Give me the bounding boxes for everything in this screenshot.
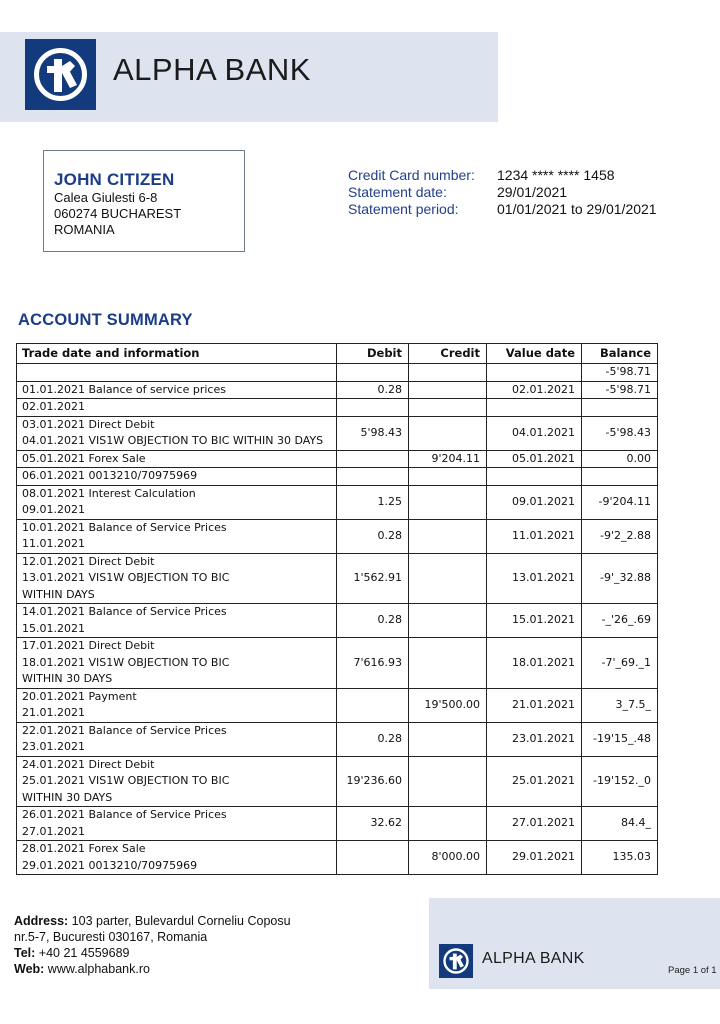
card-number-row — [348, 167, 657, 184]
table-row — [17, 364, 658, 382]
cell-value-date: 13.01.2021 — [487, 553, 582, 604]
cell-balance: -9'_32.88 — [582, 553, 658, 604]
card-number-value: 1234 **** **** 1458 — [497, 167, 615, 183]
table-header-row — [17, 344, 658, 364]
cell-credit: 9'204.11 — [409, 450, 487, 468]
cell-value-date: 18.01.2021 — [487, 638, 582, 689]
table-row — [17, 756, 658, 807]
cell-debit: 19'236.60 — [337, 756, 409, 807]
cell-info — [17, 468, 337, 486]
cell-info — [17, 604, 337, 638]
table-row — [17, 688, 658, 722]
table-row — [17, 450, 658, 468]
cell-value-date: 23.01.2021 — [487, 722, 582, 756]
cell-debit — [337, 399, 409, 417]
cell-debit — [337, 364, 409, 382]
web-label: Web: — [14, 962, 45, 976]
cell-value-date: 11.01.2021 — [487, 519, 582, 553]
cell-info — [17, 807, 337, 841]
cell-value-date — [487, 399, 582, 417]
cell-debit: 32.62 — [337, 807, 409, 841]
info-line: WITHIN 30 DAYS — [22, 672, 113, 685]
cell-value-date: 21.01.2021 — [487, 688, 582, 722]
cell-credit — [409, 399, 487, 417]
info-line: 05.01.2021 Forex Sale — [22, 451, 146, 465]
table-row — [17, 807, 658, 841]
col-header-balance: Balance — [582, 344, 658, 364]
cell-credit — [409, 416, 487, 450]
header-band — [0, 32, 498, 122]
cell-value-date: 05.01.2021 — [487, 450, 582, 468]
cell-credit — [409, 485, 487, 519]
address-line: ROMANIA — [54, 222, 115, 237]
info-line: 06.01.2021 0013210/70975969 — [22, 469, 198, 482]
cell-info — [17, 638, 337, 689]
cell-balance: -9'204.11 — [582, 485, 658, 519]
cell-info — [17, 553, 337, 604]
cell-info — [17, 519, 337, 553]
cell-balance: -5'98.43 — [582, 416, 658, 450]
cell-credit: 8'000.00 — [409, 841, 487, 875]
info-line: 15.01.2021 — [22, 621, 85, 635]
col-header-value-date: Value date — [487, 344, 582, 364]
cell-balance: 3_7.5_ — [582, 688, 658, 722]
cell-debit — [337, 450, 409, 468]
cell-balance: -5'98.71 — [582, 364, 658, 382]
tel-value: +40 21 4559689 — [35, 946, 130, 960]
cell-credit — [409, 468, 487, 486]
statement-period-row — [348, 201, 657, 218]
meta-label: Credit Card number: — [348, 167, 475, 183]
info-line: 25.01.2021 VIS1W OBJECTION TO BIC — [22, 774, 230, 787]
col-header-info: Trade date and information — [17, 344, 337, 364]
cell-debit — [337, 841, 409, 875]
alpha-bank-logo-icon — [439, 944, 473, 978]
meta-label: Statement date: — [348, 184, 447, 200]
footer-band — [429, 898, 720, 989]
info-line: 02.01.2021 — [22, 400, 85, 413]
cell-value-date: 25.01.2021 — [487, 756, 582, 807]
info-line: 10.01.2021 Balance of Service Prices — [22, 520, 227, 534]
cell-debit: 0.28 — [337, 381, 409, 399]
cell-balance: -9'2_2.88 — [582, 519, 658, 553]
cell-balance: -5'98.71 — [582, 381, 658, 399]
address-line-2: nr.5-7, Bucuresti 030167, Romania — [14, 930, 208, 944]
page-number: Page 1 of 1 — [668, 965, 717, 976]
cell-credit: 19'500.00 — [409, 688, 487, 722]
alpha-bank-logo-icon — [25, 39, 96, 110]
address-text: 103 parter, Bulevardul Corneliu Coposu — [68, 914, 291, 928]
cell-value-date: 27.01.2021 — [487, 807, 582, 841]
cell-balance: -19'15_.48 — [582, 722, 658, 756]
cell-balance: -_'26_.69 — [582, 604, 658, 638]
statement-date-value: 29/01/2021 — [497, 184, 568, 200]
cell-debit: 1'562.91 — [337, 553, 409, 604]
col-header-debit: Debit — [337, 344, 409, 364]
table-row — [17, 604, 658, 638]
info-line: 21.01.2021 — [22, 706, 85, 719]
info-line: 08.01.2021 Interest Calculation — [22, 486, 196, 500]
table-row — [17, 841, 658, 875]
cell-debit: 0.28 — [337, 604, 409, 638]
address-label: Address: — [14, 914, 69, 928]
cell-info — [17, 841, 337, 875]
info-line: 29.01.2021 0013210/70975969 — [22, 858, 198, 872]
address-line: Calea Giulesti 6-8 — [54, 190, 158, 205]
info-line: 18.01.2021 VIS1W OBJECTION TO BIC — [22, 655, 230, 669]
table-row — [17, 722, 658, 756]
col-header-credit: Credit — [409, 344, 487, 364]
cell-debit: 0.28 — [337, 519, 409, 553]
table-row — [17, 519, 658, 553]
table-row — [17, 553, 658, 604]
info-line: 17.01.2021 Direct Debit — [22, 639, 155, 652]
table-row — [17, 381, 658, 399]
meta-label: Statement period: — [348, 201, 459, 217]
web-link[interactable]: www.alphabank.ro — [44, 962, 150, 976]
cell-value-date — [487, 468, 582, 486]
footer-address — [14, 913, 291, 977]
cell-balance: -7'_69._1 — [582, 638, 658, 689]
cell-debit: 7'616.93 — [337, 638, 409, 689]
cell-balance: 84.4_ — [582, 807, 658, 841]
table-row — [17, 485, 658, 519]
statement-period-value: 01/01/2021 to 29/01/2021 — [497, 201, 657, 217]
cell-value-date — [487, 364, 582, 382]
cell-credit — [409, 519, 487, 553]
cell-credit — [409, 756, 487, 807]
info-line — [22, 364, 330, 381]
cell-value-date: 04.01.2021 — [487, 416, 582, 450]
cell-credit — [409, 553, 487, 604]
cell-debit: 0.28 — [337, 722, 409, 756]
table-row — [17, 638, 658, 689]
cell-balance: 135.03 — [582, 841, 658, 875]
cell-credit — [409, 364, 487, 382]
cell-debit: 5'98.43 — [337, 416, 409, 450]
address-line: 060274 BUCHAREST — [54, 206, 182, 221]
info-line: 27.01.2021 — [22, 824, 85, 838]
info-line: 23.01.2021 — [22, 740, 85, 753]
cell-balance: -19'152._0 — [582, 756, 658, 807]
cell-credit — [409, 807, 487, 841]
cell-info — [17, 381, 337, 399]
cell-info — [17, 756, 337, 807]
cell-info — [17, 399, 337, 417]
cell-value-date: 29.01.2021 — [487, 841, 582, 875]
cell-balance: 0.00 — [582, 450, 658, 468]
cell-debit — [337, 688, 409, 722]
cell-value-date: 02.01.2021 — [487, 381, 582, 399]
info-line: 13.01.2021 VIS1W OBJECTION TO BIC — [22, 571, 230, 584]
cell-info — [17, 364, 337, 382]
cell-credit — [409, 604, 487, 638]
cell-info — [17, 450, 337, 468]
info-line: 12.01.2021 Direct Debit — [22, 554, 155, 568]
info-line: WITHIN 30 DAYS — [22, 790, 113, 804]
info-line: 28.01.2021 Forex Sale — [22, 842, 146, 855]
customer-name: JOHN CITIZEN — [54, 170, 175, 189]
statement-meta — [348, 167, 657, 218]
info-line: 04.01.2021 VIS1W OBJECTION TO BIC WITHIN 30 DAYS — [22, 434, 324, 447]
table-row — [17, 399, 658, 417]
cell-credit — [409, 381, 487, 399]
cell-info — [17, 416, 337, 450]
cell-info — [17, 485, 337, 519]
statement-date-row — [348, 184, 657, 201]
cell-info — [17, 688, 337, 722]
cell-info — [17, 722, 337, 756]
info-line: 22.01.2021 Balance of Service Prices — [22, 723, 227, 737]
cell-debit: 1.25 — [337, 485, 409, 519]
account-summary-table — [16, 343, 658, 875]
footer-brand-name: ALPHA BANK — [482, 950, 585, 967]
cell-credit — [409, 638, 487, 689]
cell-balance — [582, 399, 658, 417]
info-line: 09.01.2021 — [22, 503, 85, 516]
info-line: 14.01.2021 Balance of Service Prices — [22, 605, 227, 618]
info-line: 03.01.2021 Direct Debit — [22, 417, 155, 431]
cell-balance — [582, 468, 658, 486]
cell-debit — [337, 468, 409, 486]
info-line: 26.01.2021 Balance of Service Prices — [22, 808, 227, 821]
cell-value-date: 15.01.2021 — [487, 604, 582, 638]
info-line: WITHIN DAYS — [22, 587, 95, 601]
cell-credit — [409, 722, 487, 756]
brand-name: ALPHA BANK — [113, 52, 311, 87]
cell-value-date: 09.01.2021 — [487, 485, 582, 519]
info-line: 24.01.2021 Direct Debit — [22, 757, 155, 771]
tel-label: Tel: — [14, 946, 36, 960]
info-line: 01.01.2021 Balance of service prices — [22, 382, 226, 396]
info-line: 20.01.2021 Payment — [22, 689, 137, 703]
section-title: ACCOUNT SUMMARY — [18, 311, 193, 329]
table-row — [17, 468, 658, 486]
info-line: 11.01.2021 — [22, 537, 85, 550]
customer-address-box — [43, 150, 245, 252]
table-row — [17, 416, 658, 450]
